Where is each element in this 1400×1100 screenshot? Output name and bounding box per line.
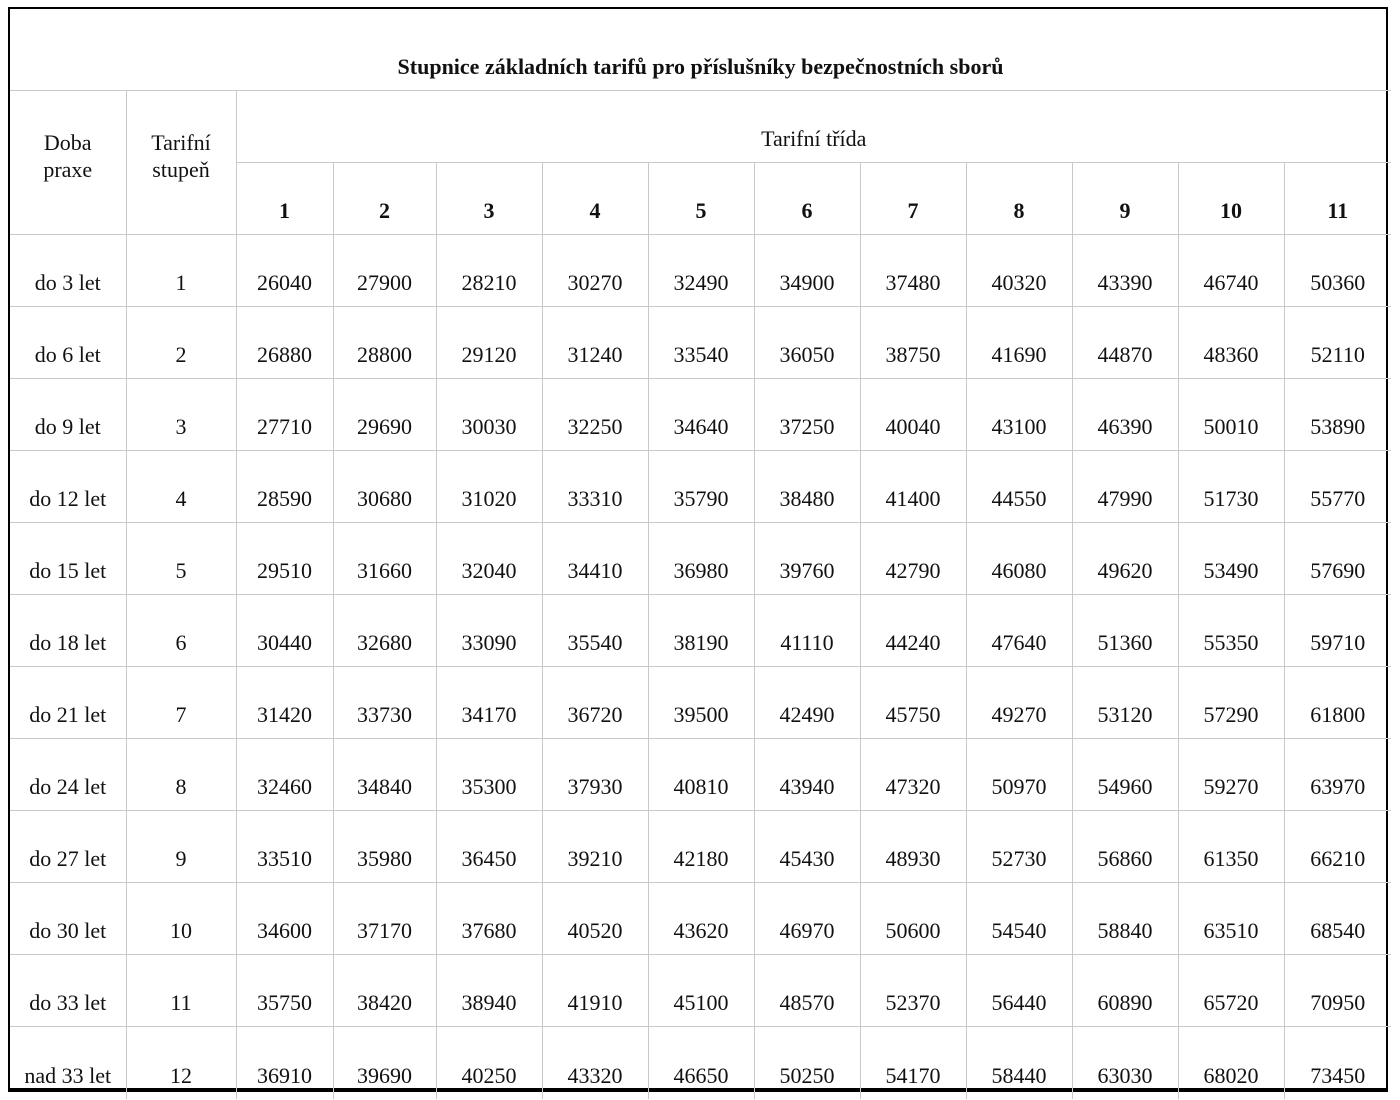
table-row xyxy=(10,667,1391,739)
cell-tarif-value: 42180 xyxy=(648,811,754,883)
cell-tarif-value: 34170 xyxy=(436,667,542,739)
cell-tarif-value: 50970 xyxy=(966,739,1072,811)
cell-tarif-value: 46970 xyxy=(754,883,860,955)
cell-tarif-value: 45430 xyxy=(754,811,860,883)
cell-tarif-value: 46080 xyxy=(966,523,1072,595)
class-header-7: 7 xyxy=(860,163,966,235)
cell-doba-praxe: do 6 let xyxy=(10,307,126,379)
cell-tarif-value: 46390 xyxy=(1072,379,1178,451)
cell-tarif-value: 59270 xyxy=(1178,739,1284,811)
cell-tarif-value: 31240 xyxy=(542,307,648,379)
cell-tarif-value: 61350 xyxy=(1178,811,1284,883)
header-tarifni-trida: Tarifní třída xyxy=(236,91,1391,163)
cell-tarif-value: 46650 xyxy=(648,1027,754,1099)
cell-tarifni-stupen: 6 xyxy=(126,595,236,667)
cell-tarif-value: 63970 xyxy=(1284,739,1391,811)
cell-tarif-value: 48570 xyxy=(754,955,860,1027)
cell-tarif-value: 43940 xyxy=(754,739,860,811)
cell-tarif-value: 35300 xyxy=(436,739,542,811)
header-stupen-line2: stupeň xyxy=(152,156,210,182)
cell-tarif-value: 70950 xyxy=(1284,955,1391,1027)
cell-tarif-value: 43390 xyxy=(1072,235,1178,307)
cell-tarif-value: 37930 xyxy=(542,739,648,811)
cell-tarif-value: 45100 xyxy=(648,955,754,1027)
cell-tarif-value: 32250 xyxy=(542,379,648,451)
cell-tarif-value: 33090 xyxy=(436,595,542,667)
cell-tarif-value: 40250 xyxy=(436,1027,542,1099)
table-row xyxy=(10,1027,1391,1099)
cell-tarif-value: 41910 xyxy=(542,955,648,1027)
class-header-3: 3 xyxy=(436,163,542,235)
cell-tarif-value: 54960 xyxy=(1072,739,1178,811)
table-row xyxy=(10,955,1391,1027)
cell-tarif-value: 35790 xyxy=(648,451,754,523)
cell-tarif-value: 68540 xyxy=(1284,883,1391,955)
cell-tarif-value: 53490 xyxy=(1178,523,1284,595)
cell-tarif-value: 28800 xyxy=(333,307,436,379)
cell-tarif-value: 41400 xyxy=(860,451,966,523)
cell-tarifni-stupen: 8 xyxy=(126,739,236,811)
class-header-4: 4 xyxy=(542,163,648,235)
cell-doba-praxe: do 33 let xyxy=(10,955,126,1027)
cell-tarif-value: 41110 xyxy=(754,595,860,667)
cell-doba-praxe: do 21 let xyxy=(10,667,126,739)
table-row xyxy=(10,595,1391,667)
table-title: Stupnice základních tarifů pro příslušníky bezpečnostních sborů xyxy=(10,9,1391,91)
cell-tarif-value: 32680 xyxy=(333,595,436,667)
cell-tarifni-stupen: 1 xyxy=(126,235,236,307)
cell-tarif-value: 29510 xyxy=(236,523,333,595)
cell-tarif-value: 43100 xyxy=(966,379,1072,451)
cell-tarif-value: 27710 xyxy=(236,379,333,451)
cell-tarif-value: 63030 xyxy=(1072,1027,1178,1099)
class-header-10: 10 xyxy=(1178,163,1284,235)
cell-doba-praxe: do 27 let xyxy=(10,811,126,883)
cell-tarif-value: 37680 xyxy=(436,883,542,955)
class-header-11: 11 xyxy=(1284,163,1391,235)
cell-tarif-value: 42490 xyxy=(754,667,860,739)
cell-tarif-value: 46740 xyxy=(1178,235,1284,307)
cell-doba-praxe: do 18 let xyxy=(10,595,126,667)
cell-tarif-value: 73450 xyxy=(1284,1027,1391,1099)
cell-tarif-value: 35750 xyxy=(236,955,333,1027)
cell-tarifni-stupen: 4 xyxy=(126,451,236,523)
cell-doba-praxe: do 9 let xyxy=(10,379,126,451)
cell-tarif-value: 33510 xyxy=(236,811,333,883)
cell-tarif-value: 28590 xyxy=(236,451,333,523)
cell-doba-praxe: do 15 let xyxy=(10,523,126,595)
table-row xyxy=(10,739,1391,811)
cell-tarif-value: 34840 xyxy=(333,739,436,811)
cell-tarif-value: 29120 xyxy=(436,307,542,379)
cell-tarif-value: 52110 xyxy=(1284,307,1391,379)
cell-tarif-value: 36910 xyxy=(236,1027,333,1099)
cell-tarif-value: 34640 xyxy=(648,379,754,451)
cell-tarif-value: 42790 xyxy=(860,523,966,595)
cell-doba-praxe: do 3 let xyxy=(10,235,126,307)
cell-tarif-value: 65720 xyxy=(1178,955,1284,1027)
cell-doba-praxe: do 12 let xyxy=(10,451,126,523)
cell-tarif-value: 36050 xyxy=(754,307,860,379)
cell-tarif-value: 40810 xyxy=(648,739,754,811)
cell-tarif-value: 39690 xyxy=(333,1027,436,1099)
cell-doba-praxe: do 24 let xyxy=(10,739,126,811)
cell-tarif-value: 28210 xyxy=(436,235,542,307)
cell-tarif-value: 47320 xyxy=(860,739,966,811)
tariff-table xyxy=(10,9,1391,1099)
cell-tarif-value: 29690 xyxy=(333,379,436,451)
cell-tarif-value: 63510 xyxy=(1178,883,1284,955)
cell-tarif-value: 27900 xyxy=(333,235,436,307)
cell-tarif-value: 49270 xyxy=(966,667,1072,739)
class-header-5: 5 xyxy=(648,163,754,235)
cell-tarif-value: 38420 xyxy=(333,955,436,1027)
cell-tarif-value: 30440 xyxy=(236,595,333,667)
cell-tarifni-stupen: 7 xyxy=(126,667,236,739)
table-row xyxy=(10,235,1391,307)
cell-tarif-value: 43320 xyxy=(542,1027,648,1099)
cell-tarif-value: 44240 xyxy=(860,595,966,667)
cell-tarif-value: 35540 xyxy=(542,595,648,667)
class-header-1: 1 xyxy=(236,163,333,235)
cell-tarif-value: 53890 xyxy=(1284,379,1391,451)
table-row xyxy=(10,811,1391,883)
cell-tarif-value: 31020 xyxy=(436,451,542,523)
header-tarifni-stupen xyxy=(126,91,236,235)
cell-tarif-value: 56860 xyxy=(1072,811,1178,883)
cell-tarif-value: 58840 xyxy=(1072,883,1178,955)
cell-tarif-value: 34900 xyxy=(754,235,860,307)
cell-doba-praxe: nad 33 let xyxy=(10,1027,126,1099)
cell-tarifni-stupen: 11 xyxy=(126,955,236,1027)
cell-tarifni-stupen: 5 xyxy=(126,523,236,595)
header-doba-line1: Doba xyxy=(43,129,92,155)
cell-tarif-value: 30680 xyxy=(333,451,436,523)
cell-tarif-value: 41690 xyxy=(966,307,1072,379)
cell-tarif-value: 54540 xyxy=(966,883,1072,955)
cell-tarif-value: 38750 xyxy=(860,307,966,379)
cell-tarif-value: 38190 xyxy=(648,595,754,667)
cell-tarif-value: 36450 xyxy=(436,811,542,883)
cell-tarif-value: 53120 xyxy=(1072,667,1178,739)
cell-tarif-value: 55350 xyxy=(1178,595,1284,667)
table-row xyxy=(10,883,1391,955)
cell-tarif-value: 36720 xyxy=(542,667,648,739)
cell-tarif-value: 59710 xyxy=(1284,595,1391,667)
cell-tarif-value: 31420 xyxy=(236,667,333,739)
cell-tarif-value: 39500 xyxy=(648,667,754,739)
table-row xyxy=(10,307,1391,379)
cell-tarif-value: 34600 xyxy=(236,883,333,955)
tariff-table-frame xyxy=(8,7,1388,1092)
cell-tarif-value: 32040 xyxy=(436,523,542,595)
cell-tarif-value: 50250 xyxy=(754,1027,860,1099)
cell-tarif-value: 43620 xyxy=(648,883,754,955)
table-row xyxy=(10,523,1391,595)
cell-tarif-value: 49620 xyxy=(1072,523,1178,595)
cell-tarif-value: 68020 xyxy=(1178,1027,1284,1099)
cell-tarif-value: 51730 xyxy=(1178,451,1284,523)
cell-tarifni-stupen: 3 xyxy=(126,379,236,451)
header-doba-praxe xyxy=(10,91,126,235)
cell-tarif-value: 60890 xyxy=(1072,955,1178,1027)
cell-tarif-value: 40520 xyxy=(542,883,648,955)
cell-tarifni-stupen: 2 xyxy=(126,307,236,379)
cell-tarif-value: 56440 xyxy=(966,955,1072,1027)
cell-tarif-value: 36980 xyxy=(648,523,754,595)
cell-tarif-value: 55770 xyxy=(1284,451,1391,523)
cell-tarif-value: 40320 xyxy=(966,235,1072,307)
cell-tarifni-stupen: 10 xyxy=(126,883,236,955)
cell-tarifni-stupen: 9 xyxy=(126,811,236,883)
cell-tarif-value: 38940 xyxy=(436,955,542,1027)
cell-tarif-value: 32460 xyxy=(236,739,333,811)
cell-tarif-value: 33540 xyxy=(648,307,754,379)
cell-tarif-value: 35980 xyxy=(333,811,436,883)
cell-tarif-value: 57690 xyxy=(1284,523,1391,595)
cell-tarif-value: 51360 xyxy=(1072,595,1178,667)
cell-tarif-value: 44870 xyxy=(1072,307,1178,379)
cell-tarif-value: 66210 xyxy=(1284,811,1391,883)
cell-tarif-value: 61800 xyxy=(1284,667,1391,739)
cell-tarif-value: 48360 xyxy=(1178,307,1284,379)
cell-tarif-value: 50010 xyxy=(1178,379,1284,451)
table-row xyxy=(10,379,1391,451)
cell-tarif-value: 33730 xyxy=(333,667,436,739)
class-header-2: 2 xyxy=(333,163,436,235)
cell-tarif-value: 47640 xyxy=(966,595,1072,667)
cell-tarif-value: 50360 xyxy=(1284,235,1391,307)
cell-tarif-value: 39210 xyxy=(542,811,648,883)
cell-tarif-value: 26880 xyxy=(236,307,333,379)
cell-tarif-value: 32490 xyxy=(648,235,754,307)
cell-tarif-value: 57290 xyxy=(1178,667,1284,739)
class-header-6: 6 xyxy=(754,163,860,235)
header-doba-line2: praxe xyxy=(43,156,93,182)
class-header-8: 8 xyxy=(966,163,1072,235)
cell-tarif-value: 50600 xyxy=(860,883,966,955)
cell-tarif-value: 38480 xyxy=(754,451,860,523)
cell-tarif-value: 30270 xyxy=(542,235,648,307)
cell-tarif-value: 58440 xyxy=(966,1027,1072,1099)
cell-tarif-value: 44550 xyxy=(966,451,1072,523)
class-header-9: 9 xyxy=(1072,163,1178,235)
cell-tarif-value: 40040 xyxy=(860,379,966,451)
cell-doba-praxe: do 30 let xyxy=(10,883,126,955)
cell-tarif-value: 54170 xyxy=(860,1027,966,1099)
cell-tarif-value: 37480 xyxy=(860,235,966,307)
cell-tarif-value: 34410 xyxy=(542,523,648,595)
cell-tarifni-stupen: 12 xyxy=(126,1027,236,1099)
cell-tarif-value: 52370 xyxy=(860,955,966,1027)
cell-tarif-value: 37250 xyxy=(754,379,860,451)
cell-tarif-value: 26040 xyxy=(236,235,333,307)
cell-tarif-value: 47990 xyxy=(1072,451,1178,523)
cell-tarif-value: 30030 xyxy=(436,379,542,451)
cell-tarif-value: 52730 xyxy=(966,811,1072,883)
cell-tarif-value: 39760 xyxy=(754,523,860,595)
table-row xyxy=(10,451,1391,523)
cell-tarif-value: 48930 xyxy=(860,811,966,883)
cell-tarif-value: 31660 xyxy=(333,523,436,595)
cell-tarif-value: 45750 xyxy=(860,667,966,739)
cell-tarif-value: 37170 xyxy=(333,883,436,955)
cell-tarif-value: 33310 xyxy=(542,451,648,523)
header-stupen-line1: Tarifní xyxy=(151,129,211,155)
